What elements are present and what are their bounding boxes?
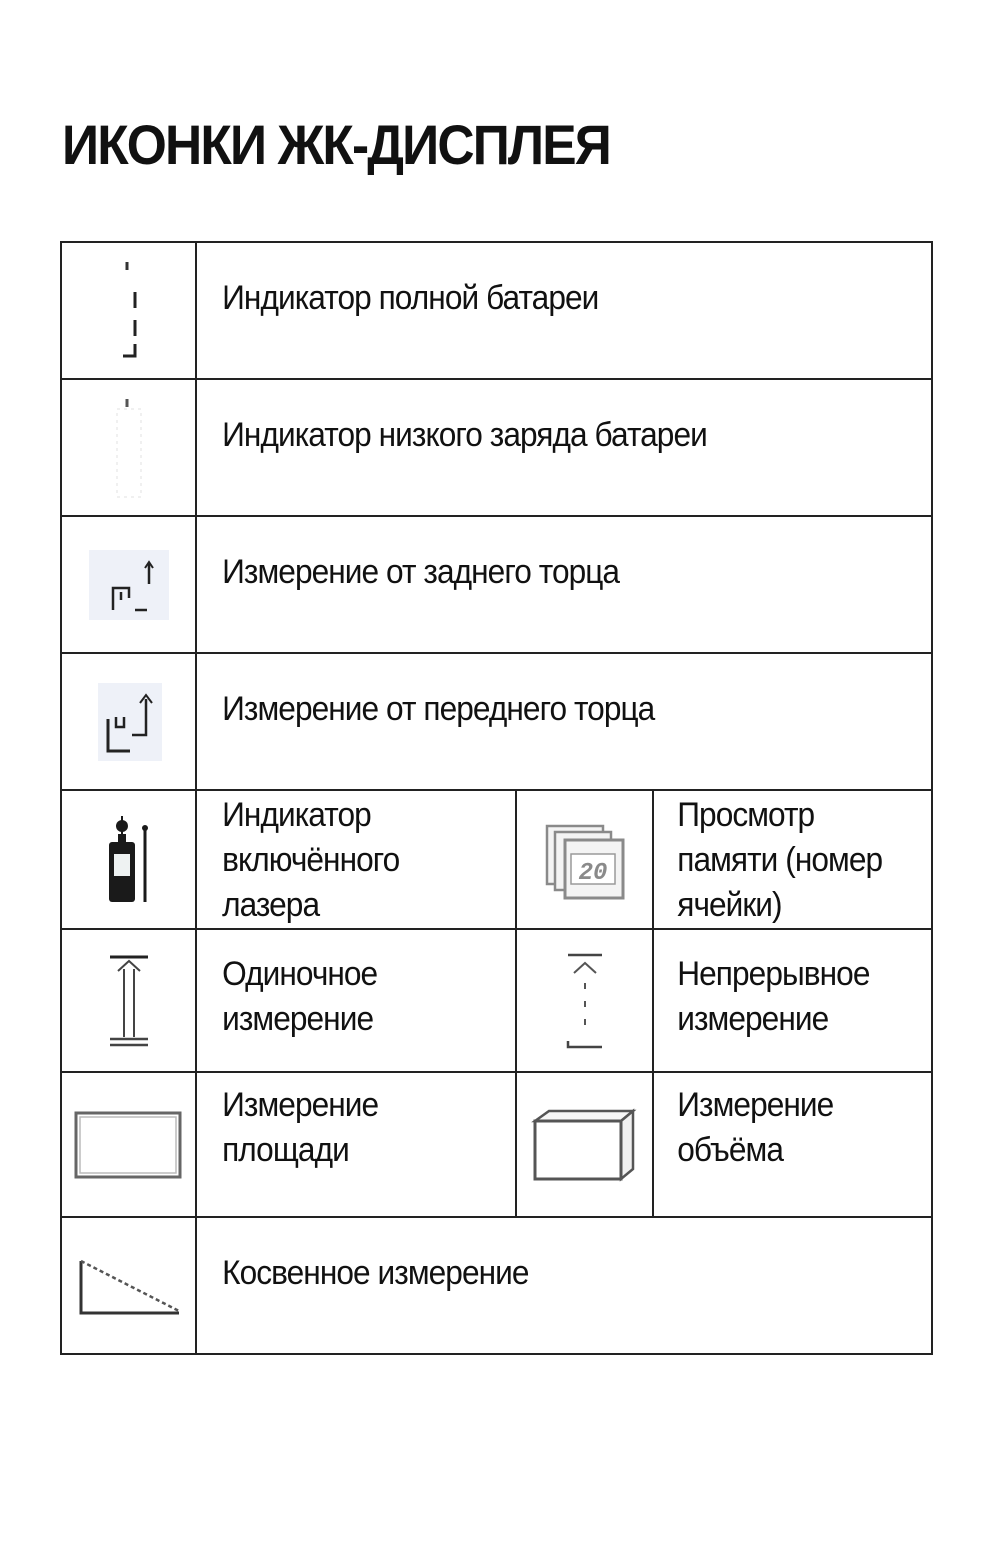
single-measure-icon <box>104 951 154 1051</box>
table-row <box>61 929 932 1072</box>
table-row <box>61 379 932 516</box>
icon-cell <box>61 790 196 929</box>
battery-low-label: Индикатор низкого заряда батареи <box>222 416 707 454</box>
page-title: ИКОНКИ ЖК-ДИСПЛЕЯ <box>62 113 610 176</box>
icon-cell <box>516 790 653 929</box>
rear-reference-label: Измерение от заднего торца <box>222 553 620 591</box>
icon-cell <box>61 379 196 516</box>
lcd-icons-table <box>60 241 933 1355</box>
icon-cell <box>516 929 653 1072</box>
row-label-cell <box>196 379 932 516</box>
table-row <box>61 1072 932 1217</box>
pair-label-cell <box>653 1072 932 1217</box>
rear-reference-icon <box>89 550 169 620</box>
icon-cell <box>61 1217 196 1354</box>
pair-label-cell <box>196 1072 516 1217</box>
battery-full-icon <box>109 256 149 366</box>
icon-cell <box>61 242 196 379</box>
icon-cell <box>61 1072 196 1217</box>
volume-icon <box>529 1105 641 1185</box>
table-row <box>61 1217 932 1354</box>
indirect-measure-icon <box>73 1251 185 1321</box>
memory-cell-number: 20 <box>578 859 607 887</box>
battery-low-icon <box>109 393 149 503</box>
continuous-measure-icon <box>560 949 610 1053</box>
memory-label: Просмотр памяти (номер ячейки) <box>677 796 883 924</box>
laser-on-label: Индикатор включённого лазера <box>222 796 400 924</box>
row-label-cell <box>196 516 932 653</box>
pair-label-cell <box>653 790 932 929</box>
indirect-measure-label: Косвенное измерение <box>222 1254 529 1292</box>
icon-cell <box>61 653 196 790</box>
front-reference-icon <box>94 679 164 765</box>
continuous-measure-label: Непрерывное измерение <box>677 955 870 1038</box>
row-label-cell <box>196 653 932 790</box>
icon-cell <box>61 516 196 653</box>
pair-label-cell <box>653 929 932 1072</box>
table-row <box>61 242 932 379</box>
pair-label-cell <box>196 929 516 1072</box>
volume-label: Измерение объёма <box>677 1086 834 1169</box>
icon-cell <box>516 1072 653 1217</box>
single-measure-label: Одиночное измерение <box>222 955 378 1038</box>
table-row <box>61 516 932 653</box>
icon-cell <box>61 929 196 1072</box>
row-label-cell <box>196 242 932 379</box>
table-row <box>61 790 932 929</box>
area-icon <box>72 1109 186 1181</box>
pair-label-cell <box>196 790 516 929</box>
front-reference-label: Измерение от переднего торца <box>222 690 655 728</box>
row-label-cell <box>196 1217 932 1354</box>
memory-icon <box>543 818 627 902</box>
table-row <box>61 653 932 790</box>
area-label: Измерение площади <box>222 1086 379 1169</box>
laser-on-icon <box>99 810 159 910</box>
battery-full-label: Индикатор полной батареи <box>222 279 599 317</box>
